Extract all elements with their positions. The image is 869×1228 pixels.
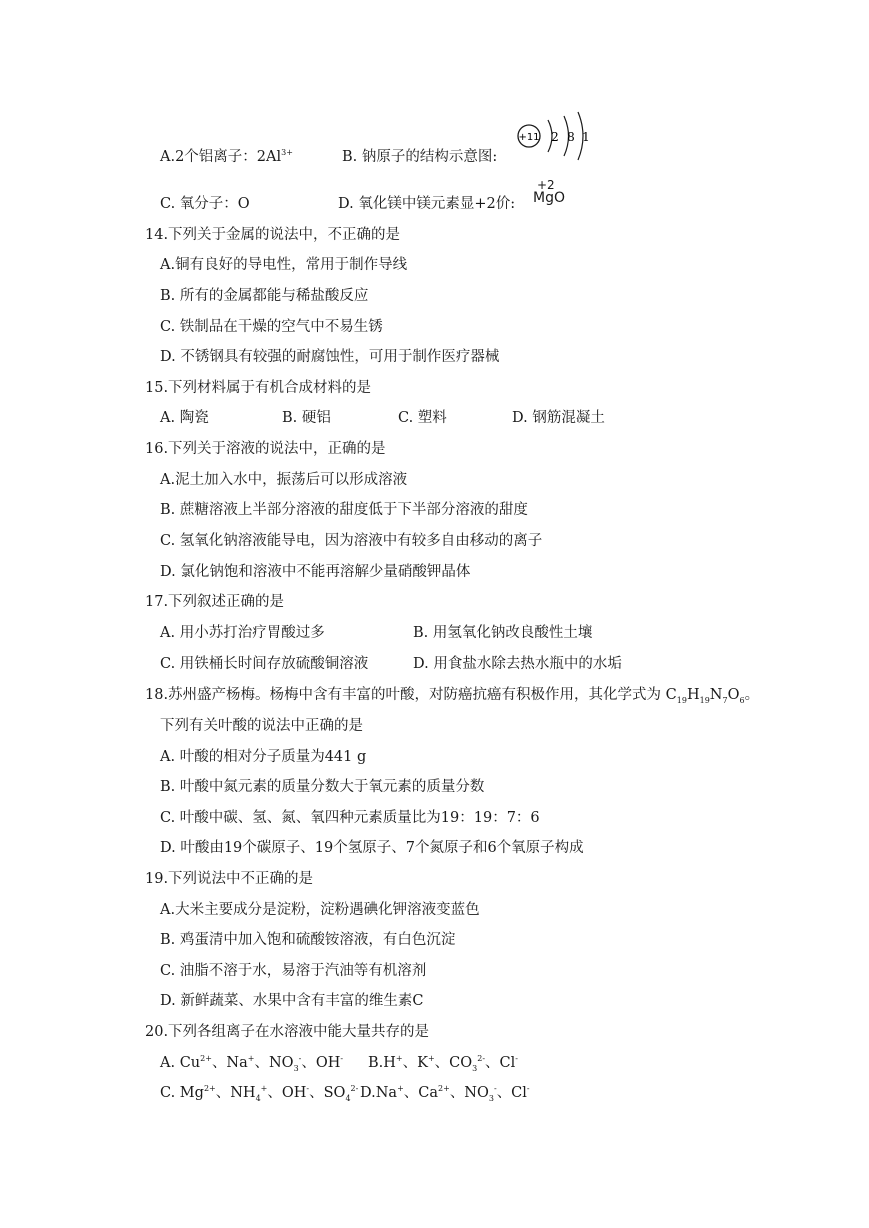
q18-option-b: B. 叶酸中氮元素的质量分数大于氧元素的质量分数 bbox=[160, 779, 485, 795]
svg-text:1: 1 bbox=[582, 130, 590, 144]
q16-option-c: C. 氢氧化钠溶液能导电，因为溶液中有较多自由移动的离子 bbox=[160, 533, 543, 549]
q17-option-c: C. 用铁桶长时间存放硫酸铜溶液 bbox=[160, 656, 369, 672]
q16-option-b: B. 蔗糖溶液上半部分溶液的甜度低于下半部分溶液的甜度 bbox=[160, 502, 528, 518]
q16-option-d: D. 氯化钠饱和溶液中不能再溶解少量硝酸钾晶体 bbox=[160, 564, 471, 580]
q17-stem: 17.下列叙述正确的是 bbox=[145, 594, 285, 610]
q13-option-b: B. 钠原子的结构示意图: bbox=[342, 149, 498, 165]
q15-option-d: D. 钢筋混凝土 bbox=[512, 410, 605, 426]
q15-option-b: B. 硬铝 bbox=[282, 410, 331, 426]
q18-stem-line2: 下列有关叶酸的说法中正确的是 bbox=[160, 718, 363, 734]
q19-option-a: A.大米主要成分是淀粉，淀粉遇碘化钾溶液变蓝色 bbox=[160, 902, 480, 918]
q19-option-b: B. 鸡蛋清中加入饱和硫酸铵溶液，有白色沉淀 bbox=[160, 932, 456, 948]
q19-option-d: D. 新鲜蔬菜、水果中含有丰富的维生素C bbox=[160, 993, 424, 1009]
q20-option-a: A. $Cu^{2+}$、Na+、$NO_3^-$、OH- bbox=[160, 1054, 344, 1073]
q14-stem: 14.下列关于金属的说法中，不正确的是 bbox=[145, 227, 401, 243]
svg-text:+11: +11 bbox=[518, 132, 540, 143]
q20-option-c: C. $Mg^{2+}$、$NH_4^+$、OH-、$SO_4^{2-}$ bbox=[160, 1084, 359, 1103]
q16-option-a: A.泥土加入水中，振荡后可以形成溶液 bbox=[160, 472, 408, 488]
q14-option-b: B. 所有的金属都能与稀盐酸反应 bbox=[160, 288, 369, 304]
q17-option-a: A. 用小苏打治疗胃酸过多 bbox=[160, 625, 325, 641]
q19-stem: 19.下列说法中不正确的是 bbox=[145, 871, 314, 887]
q14-option-c: C. 铁制品在干燥的空气中不易生锈 bbox=[160, 319, 383, 335]
q13-option-c: C. 氧分子：O bbox=[160, 196, 250, 212]
svg-text:8: 8 bbox=[567, 130, 575, 144]
q14-option-d: D. 不锈钢具有较强的耐腐蚀性，可用于制作医疗器械 bbox=[160, 349, 500, 365]
q18-option-a: A. 叶酸的相对分子质量为441 g bbox=[160, 749, 367, 765]
q18-option-c: C. 叶酸中碳、氢、氮、氧四种元素质量比为19：19：7：6 bbox=[160, 810, 540, 826]
q20-stem: 20.下列各组离子在水溶液中能大量共存的是 bbox=[145, 1024, 430, 1040]
q20-option-b: B.H+、K+、$CO_3^{2-}$、Cl- bbox=[368, 1054, 518, 1073]
q19-option-c: C. 油脂不溶于水，易溶于汽油等有机溶剂 bbox=[160, 963, 427, 979]
q18-option-d: D. 叶酸由19个碳原子、19个氢原子、7个氮原子和6个氧原子构成 bbox=[160, 840, 584, 856]
svg-text:2: 2 bbox=[551, 130, 559, 144]
q13-option-d: D. 氧化镁中镁元素显+2价: bbox=[338, 196, 516, 212]
q16-stem: 16.下列关于溶液的说法中，正确的是 bbox=[145, 441, 386, 457]
sodium-atom-structure-diagram bbox=[512, 108, 592, 170]
q17-option-b: B. 用氢氧化钠改良酸性土壤 bbox=[413, 625, 593, 641]
q14-option-a: A.铜有良好的导电性，常用于制作导线 bbox=[160, 257, 408, 273]
q13-option-a: A.2个铝离子：$2Al^{3+}$ bbox=[160, 148, 293, 165]
q18-stem: 18.苏州盛产杨梅。杨梅中含有丰富的叶酸，对防癌抗癌有积极作用，其化学式为 $C_{19}H_{19}N_7O_6$。 bbox=[145, 687, 760, 705]
q17-option-d: D. 用食盐水除去热水瓶中的水垢 bbox=[413, 656, 622, 672]
q20-option-d: D.Na+、$Ca^{2+}$、$NO_3^-$、Cl- bbox=[360, 1084, 530, 1103]
q15-option-a: A. 陶瓷 bbox=[160, 410, 209, 426]
q15-stem: 15.下列材料属于有机合成材料的是 bbox=[145, 380, 372, 396]
q15-option-c: C. 塑料 bbox=[398, 410, 447, 426]
